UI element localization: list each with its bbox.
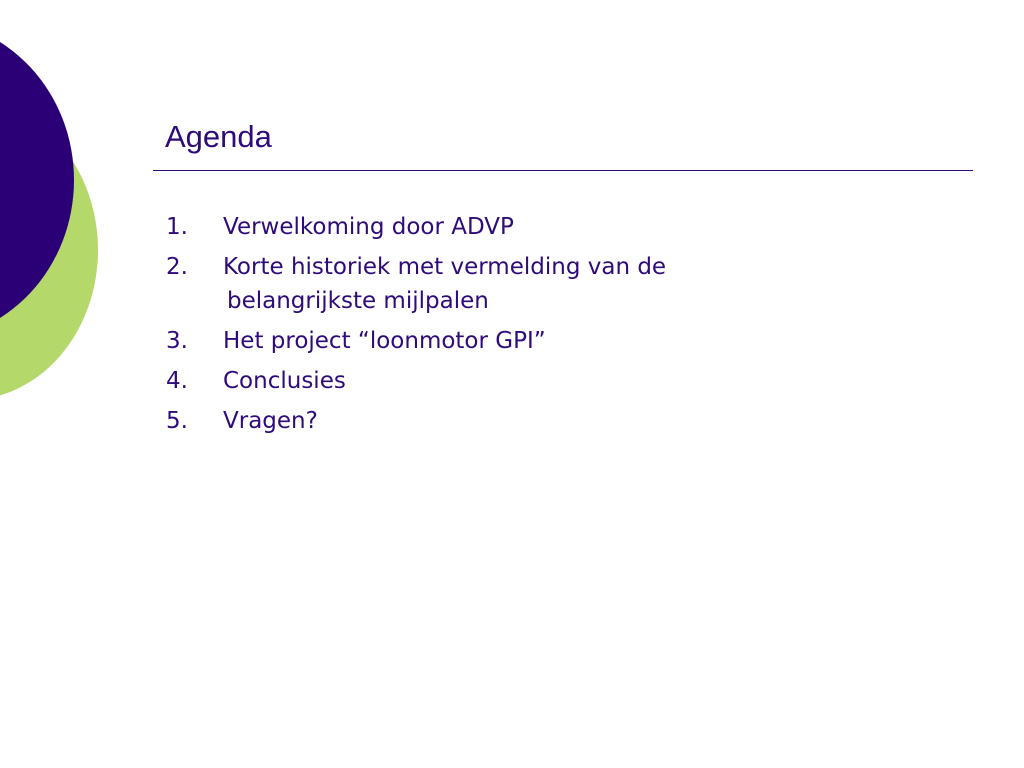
agenda-item-number: 4. (166, 368, 188, 394)
agenda-item-number: 1. (166, 214, 188, 240)
agenda-item-text: Verwelkoming door ADVP (223, 214, 514, 240)
agenda-item (166, 404, 826, 438)
agenda-item-number: 3. (166, 328, 188, 354)
agenda-item-text-continuation: belangrijkste mijlpalen (227, 288, 489, 314)
agenda-item-number: 5. (166, 408, 188, 434)
agenda-list (166, 210, 826, 444)
agenda-item-number: 2. (166, 254, 188, 280)
agenda-item-text: Vragen? (223, 408, 318, 434)
agenda-item-text: Het project “loonmotor GPI” (223, 328, 546, 354)
slide-title: Agenda (165, 119, 272, 154)
title-divider (153, 170, 973, 171)
agenda-item (166, 250, 826, 318)
agenda-item (166, 364, 826, 398)
agenda-item (166, 324, 826, 358)
agenda-item (166, 210, 826, 244)
agenda-item-text: Conclusies (223, 368, 346, 394)
agenda-item-text: Korte historiek met vermelding van de (223, 254, 667, 280)
